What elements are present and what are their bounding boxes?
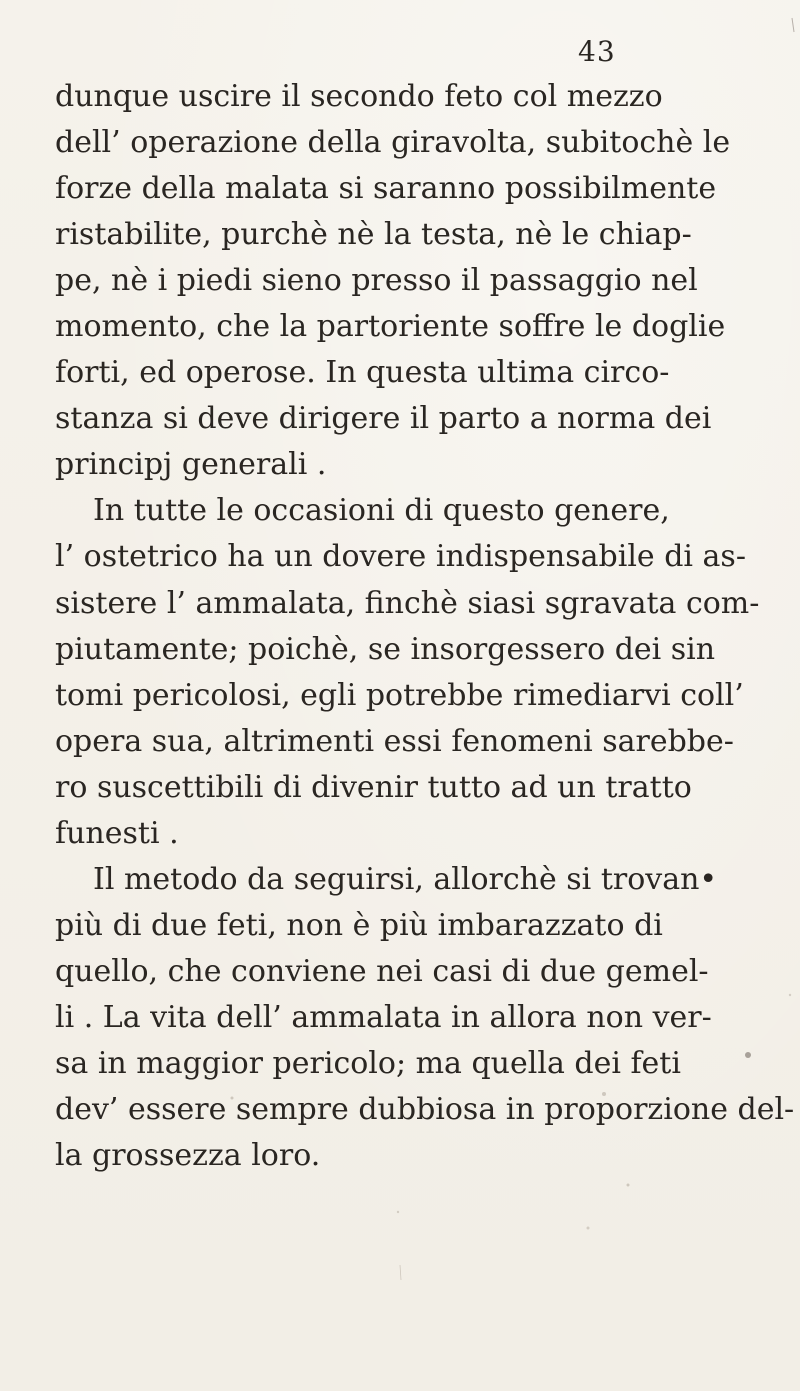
text-line: funesti . — [55, 815, 179, 851]
text-line: momento, che la partoriente soffre le doglie — [55, 309, 726, 345]
text-line: dunque uscire il secondo feto col mezzo — [55, 79, 663, 114]
text-line: ristabilite, purchè nè la testa, nè le chiap- — [55, 217, 692, 253]
text-line: dell’ operazione della giravolta, subitochè le — [55, 125, 731, 161]
text-line: pe, nè i piedi sieno presso il passaggio nel — [55, 263, 698, 299]
text-line: forti, ed operose. In questa ultima circo- — [55, 355, 670, 391]
text-line: la grossezza loro. — [55, 1138, 321, 1174]
text-line: dev’ essere sempre dubbiosa in proporzione del- — [55, 1092, 795, 1128]
text-line: piutamente; poichè, se insorgessero dei sin — [55, 631, 716, 667]
text-line: sa in maggior pericolo; ma quella dei feti — [55, 1045, 681, 1081]
text-line: l’ ostetrico ha un dovere indispensabile di as- — [55, 539, 746, 575]
text-line: sistere l’ ammalata, finchè siasi sgravata com- — [55, 585, 760, 621]
text-line: forze della malata si saranno possibilmente — [55, 171, 717, 207]
text-line: ro suscettibili di divenir tutto ad un tratto — [55, 769, 692, 805]
text-line: quello, che conviene nei casi di due gemel- — [55, 953, 709, 989]
text-line: stanza si deve dirigere il parto a norma dei — [55, 401, 712, 437]
text-line: In tutte le occasioni di questo genere, — [93, 493, 670, 529]
page-number: 43 — [578, 35, 616, 68]
text-line: principj generali . — [55, 447, 327, 483]
text-line: li . La vita dell’ ammalata in allora non ver- — [55, 999, 712, 1035]
body-text — [55, 74, 795, 1179]
text-line: opera sua, altrimenti essi fenomeni sarebbe- — [55, 723, 734, 759]
text-line: più di due feti, non è più imbarazzato di — [55, 907, 663, 943]
text-line: tomi pericolosi, egli potrebbe rimediarvi coll’ — [55, 677, 744, 713]
text-line: Il metodo da seguirsi, allorchè si trovan• — [93, 861, 718, 897]
